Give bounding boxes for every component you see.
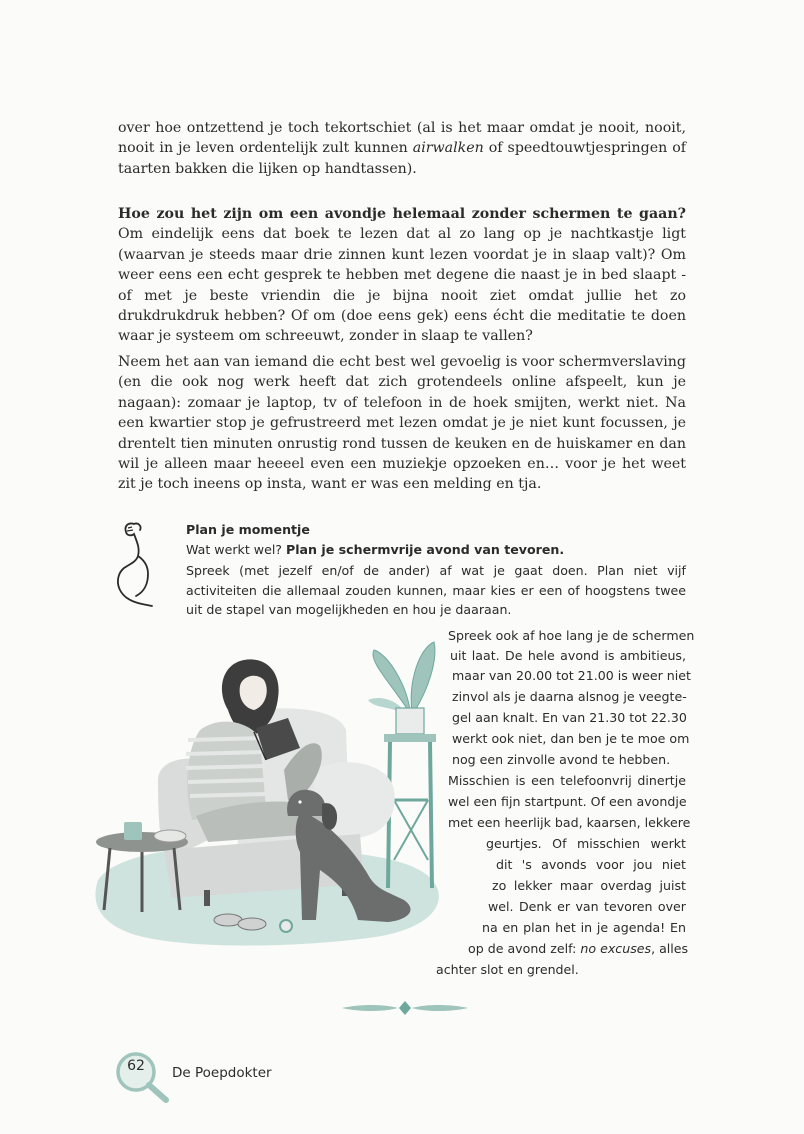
- wrap-line-16: [468, 939, 689, 959]
- paragraph-3: Neem het aan van iemand die echt best wel gevoelig is voor schermverslaving (en die ook nog werk heeft dat zich grotendeels online afspeelt, kun je nagaan): zomaar je laptop, tv of telefoon in de hoek smijten, werkt niet. Na een kwartier stop je gefrustreerd met lezen omdat je je niet kunt focussen, je drentelt tien minuten onrustig rond tussen de keuken en de huiskamer en dan wil je alleen maar heeeel even een muziekje opzoeken en… voor je het weet zit je toch ineens op insta, want er was een melding en tja.: [118, 354, 686, 493]
- wrap-line-11: geurtjes. Of misschien werkt: [486, 836, 686, 851]
- flexed-arm-icon: [112, 518, 160, 614]
- paragraph-1: [118, 118, 686, 179]
- wrap-line-15: na en plan het in je agenda! En: [482, 920, 686, 935]
- paragraph-2: [118, 204, 686, 347]
- tip-body: Spreek (met jezelf en/of de ander) af wat je gaat doen. Plan niet vijf activiteiten die allemaal zouden kunnen, maar kies er een of hoogstens twee uit de stapel van mogelijkheden en hou je daaraan.: [186, 563, 686, 618]
- page-number: 62: [127, 1058, 145, 1074]
- wrap-line-16-italic: no excuses: [580, 941, 652, 956]
- wrap-line-3: maar van 20.00 tot 21.00 is weer niet: [452, 668, 691, 683]
- tip-header: [186, 520, 686, 559]
- p2-text: Om eindelijk eens dat boek te lezen dat al zo lang op je nachtkastje ligt (waarvan je steeds maar drie zinnen kunt lezen voordat je in slaap valt)? Om weer eens een echt gesprek te hebben met degene die naast je in bed slaapt - of met je beste vriendin die je bijna nooit ziet omdat jullie het zo drukdrukdruk hebben? Of om (doe eens gek) eens écht die meditatie te doen waar je systeem om schreeuwt, zonder in slaap te vallen?: [118, 226, 686, 345]
- wrap-line-17: achter slot en grendel.: [436, 962, 579, 977]
- wrap-line-13: zo lekker maar overdag juist: [492, 878, 686, 893]
- wrap-line-1: Spreek ook af hoe lang je de schermen: [448, 628, 695, 643]
- tip-question: [186, 540, 686, 560]
- wrap-line-14: wel. Denk er van tevoren over: [488, 899, 686, 914]
- wrap-line-5: gel aan knalt. En van 21.30 tot 22.30: [452, 710, 687, 725]
- wrap-line-2: uit laat. De hele avond is ambitieus,: [450, 648, 686, 663]
- plant: [368, 642, 436, 888]
- wrap-line-16-text: op de avond zelf:: [468, 941, 581, 956]
- tip-question-bold: Plan je schermvrije avond van tevoren.: [286, 541, 565, 557]
- p1-italic: airwalken: [412, 140, 484, 157]
- p2-bold-question: Hoe zou het zijn om een avondje helemaal zonder schermen te gaan?: [118, 206, 686, 222]
- running-title: De Poepdokter: [172, 1065, 272, 1081]
- wrap-line-6: werkt ook niet, dan ben je te moe om: [452, 731, 690, 746]
- wrap-line-9: wel een fijn startpunt. Of een avondje: [448, 794, 687, 809]
- wrap-line-16-tail: , alles: [651, 941, 689, 956]
- wrap-line-10: met een heerlijk bad, kaarsen, lekkere: [448, 815, 691, 830]
- reading-woman-illustration: [88, 620, 448, 990]
- tip-question-text: Wat werkt wel?: [186, 541, 286, 557]
- p1-text-b: of speedtouwtjespringen of taarten bakken die lijken op handtassen).: [118, 140, 686, 177]
- tip-heading: Plan je momentje: [186, 522, 310, 537]
- wrap-line-12: dit 's avonds voor jou niet: [496, 857, 686, 872]
- wrap-line-4: zinvol als je daarna alsnog je veegte-: [452, 689, 687, 704]
- wrap-line-8: Misschien is een telefoonvrij dinertje: [448, 773, 686, 788]
- p1-text-a: over hoe ontzettend je toch tekortschiet (al is het maar omdat je nooit, nooit, nooit in je leven ordentelijk zult kunnen: [118, 120, 686, 157]
- ornamental-divider: [340, 998, 470, 1018]
- wrap-line-7: nog een zinvolle avond te hebben.: [452, 752, 671, 767]
